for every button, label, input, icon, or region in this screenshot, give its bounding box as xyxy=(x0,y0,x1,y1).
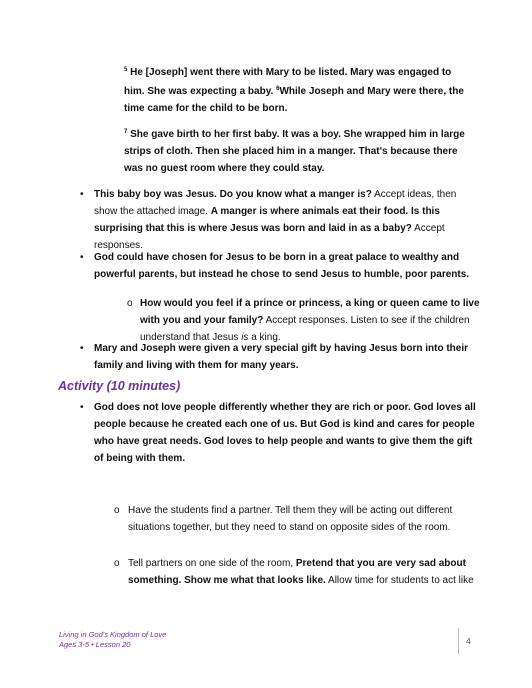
sub-bullet-pretend-sad: Tell partners on one side of the room, Pretend that you are very sad about something. Show me what that looks like. Allow time for students to act like xyxy=(128,558,474,586)
bullet-marker: • xyxy=(80,252,84,263)
scripture-verse-5-6: $^5$ He [Joseph] went there with Mary to be listed. Mary was engaged to him. She was expecting a baby. $^6$While Joseph and Mary were there, the time came for the child to be born. xyxy=(124,67,464,114)
page-number: 4 xyxy=(466,636,471,646)
sub-bullet-marker: o xyxy=(114,558,120,569)
sub-bullet-marker: o xyxy=(114,505,120,516)
footer-series: Living in God's Kingdom of Love xyxy=(59,630,167,639)
bullet-god-loves-all: God does not love people differently whether they are rich or poor. God loves all people because he created each one of us. But God is kind and cares for people who have great needs. God loves to help people and wants to give them the gift of being with them. xyxy=(94,402,476,464)
bullet-manger: This baby boy was Jesus. Do you know what a manger is? Accept ideas, then show the attached image. A manger is where animals eat their food. Is this surprising that this is where Jesus was born and laid in as a baby? Accept responses. xyxy=(94,189,457,251)
sub-bullet-find-partner: Have the students find a partner. Tell them they will be acting out different situations together, but they need to stand on opposite sides of the room. xyxy=(128,505,453,533)
sub-bullet-marker: o xyxy=(127,298,133,309)
bullet-palace: God could have chosen for Jesus to be born in a great palace to wealthy and powerful parents, but instead he chose to send Jesus to humble, poor parents. xyxy=(94,252,470,280)
scripture-verse-7: $^7$ She gave birth to her first baby. It was a boy. She wrapped him in large strips of cloth. Then she placed him in a manger. That's because there was no guest room where they could stay. xyxy=(124,129,465,174)
footer-title xyxy=(59,630,166,650)
footer-divider xyxy=(458,628,459,654)
sub-bullet-prince: How would you feel if a prince or princess, a king or queen came to live with you and your family? Accept responses. Listen to see if the children understand that Jesus is a king. xyxy=(140,298,480,343)
footer-lesson: Ages 3-5 • Lesson 20 xyxy=(59,640,131,649)
activity-heading: Activity (10 minutes) xyxy=(58,379,181,393)
bullet-special-gift: Mary and Joseph were given a very special gift by having Jesus born into their family and living with them for many years. xyxy=(94,343,468,371)
bullet-marker: • xyxy=(80,402,84,413)
bullet-marker: • xyxy=(80,189,84,200)
bullet-marker: • xyxy=(80,343,84,354)
